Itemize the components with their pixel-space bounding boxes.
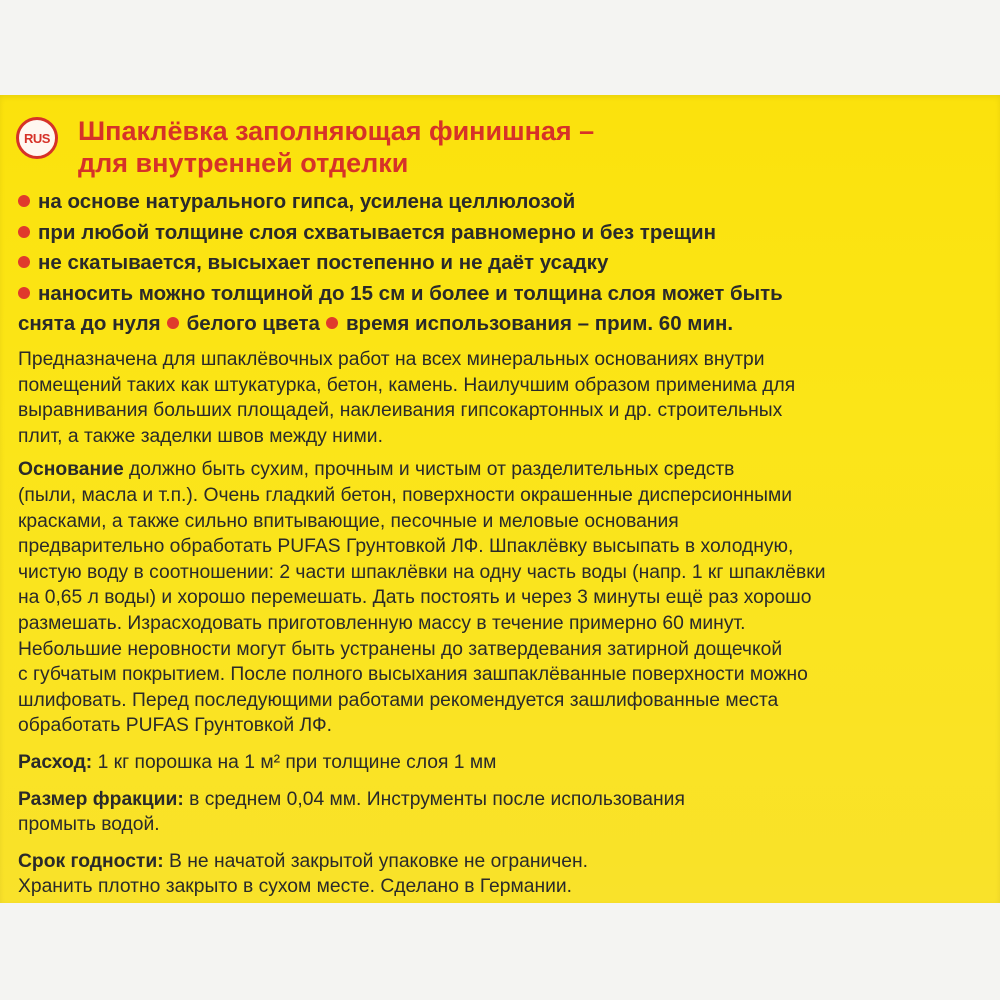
intro-line: выравнивания больших площадей, наклеивания гипсокартонных и др. строительных <box>18 400 783 422</box>
base-line: Основание должно быть сухим, прочным и чистым от разделительных средств <box>18 459 735 481</box>
feature-item <box>18 309 988 340</box>
fraction-line: промыть водой. <box>18 814 160 836</box>
base-line: чистую воду в соотношении: 2 части шпаклёвки на одну часть воды (напр. 1 кг шпаклёвки <box>18 561 826 583</box>
feature-text: снята до нуля <box>18 312 161 335</box>
shelf-life-line: Хранить плотно закрыто в сухом месте. Сделано в Германии. <box>18 876 572 898</box>
feature-text: белого цвета <box>186 312 320 335</box>
bullet-dot-icon <box>18 256 30 268</box>
base-line: Небольшие неровности могут быть устранены до затвердевания затирной дощечкой <box>18 638 783 660</box>
intro-line: плит, а также заделки швов между ними. <box>18 425 383 447</box>
bullet-dot-icon <box>18 226 30 238</box>
base-line: (пыли, масла и т.п.). Очень гладкий бетон, поверхности окрашенные дисперсионными <box>18 484 793 506</box>
feature-item <box>18 248 988 279</box>
base-line: шлифовать. Перед последующими работами рекомендуется зашлифованные места <box>18 689 779 711</box>
base-line: обработать PUFAS Грунтовкой ЛФ. <box>18 715 332 737</box>
bullet-dot-icon <box>167 317 179 329</box>
consumption-line: Расход: 1 кг порошка на 1 м² при толщине слоя 1 мм <box>18 751 497 773</box>
feature-text: не скатывается, высыхает постепенно и не даёт усадку <box>38 251 609 274</box>
shelf-life-line: Срок годности: В не начатой закрытой упаковке не ограничен. <box>18 850 589 872</box>
fraction-label: Размер фракции: <box>18 788 184 810</box>
consumption-label: Расход: <box>18 751 93 773</box>
feature-text: наносить можно толщиной до 15 см и более и толщина слоя может быть <box>38 281 783 305</box>
base-line: на 0,65 л воды) и хорошо перемешать. Дать постоять и через 3 минуты ещё раз хорошо <box>18 587 812 609</box>
bullet-dot-icon <box>18 195 30 207</box>
title-line-2: для внутренней отделки <box>78 148 409 178</box>
base-line: предварительно обработать PUFAS Грунтовкой ЛФ. Шпаклёвку высыпать в холодную, <box>18 536 794 558</box>
base-label: Основание <box>18 459 124 481</box>
intro-line: Предназначена для шпаклёвочных работ на всех минеральных основаниях внутри <box>18 349 765 370</box>
bullet-dot-icon <box>326 317 338 329</box>
feature-text: на основе натурального гипса, усилена целлюлозой <box>38 190 576 213</box>
description-text <box>18 347 978 900</box>
base-line: с губчатым покрытием. После полного высыхания зашпаклёванные поверхности можно <box>18 664 808 686</box>
feature-item <box>18 218 988 249</box>
feature-item <box>18 279 988 310</box>
feature-list <box>18 187 988 340</box>
feature-text: при любой толщине слоя схватывается равномерно и без трещин <box>38 220 717 244</box>
rus-language-badge: RUS <box>16 117 58 159</box>
shelf-life-label: Срок годности: <box>18 850 164 872</box>
fraction-line: Размер фракции: в среднем 0,04 мм. Инструменты после использования <box>18 788 685 810</box>
base-line: красками, а также сильно впитывающие, песочные и меловые основания <box>18 510 679 532</box>
feature-item <box>18 187 988 218</box>
intro-line: помещений таких как штукатурка, бетон, камень. Наилучшим образом применима для <box>18 374 796 396</box>
title-line-1: Шпаклёвка заполняющая финишная – <box>78 116 595 146</box>
bullet-dot-icon <box>18 287 30 299</box>
package-label-panel <box>0 95 1000 903</box>
base-line: размешать. Израсходовать приготовленную массу в течение примерно 60 минут. <box>18 612 746 634</box>
feature-text: время использования – прим. 60 мин. <box>345 312 734 335</box>
product-title <box>78 115 978 179</box>
